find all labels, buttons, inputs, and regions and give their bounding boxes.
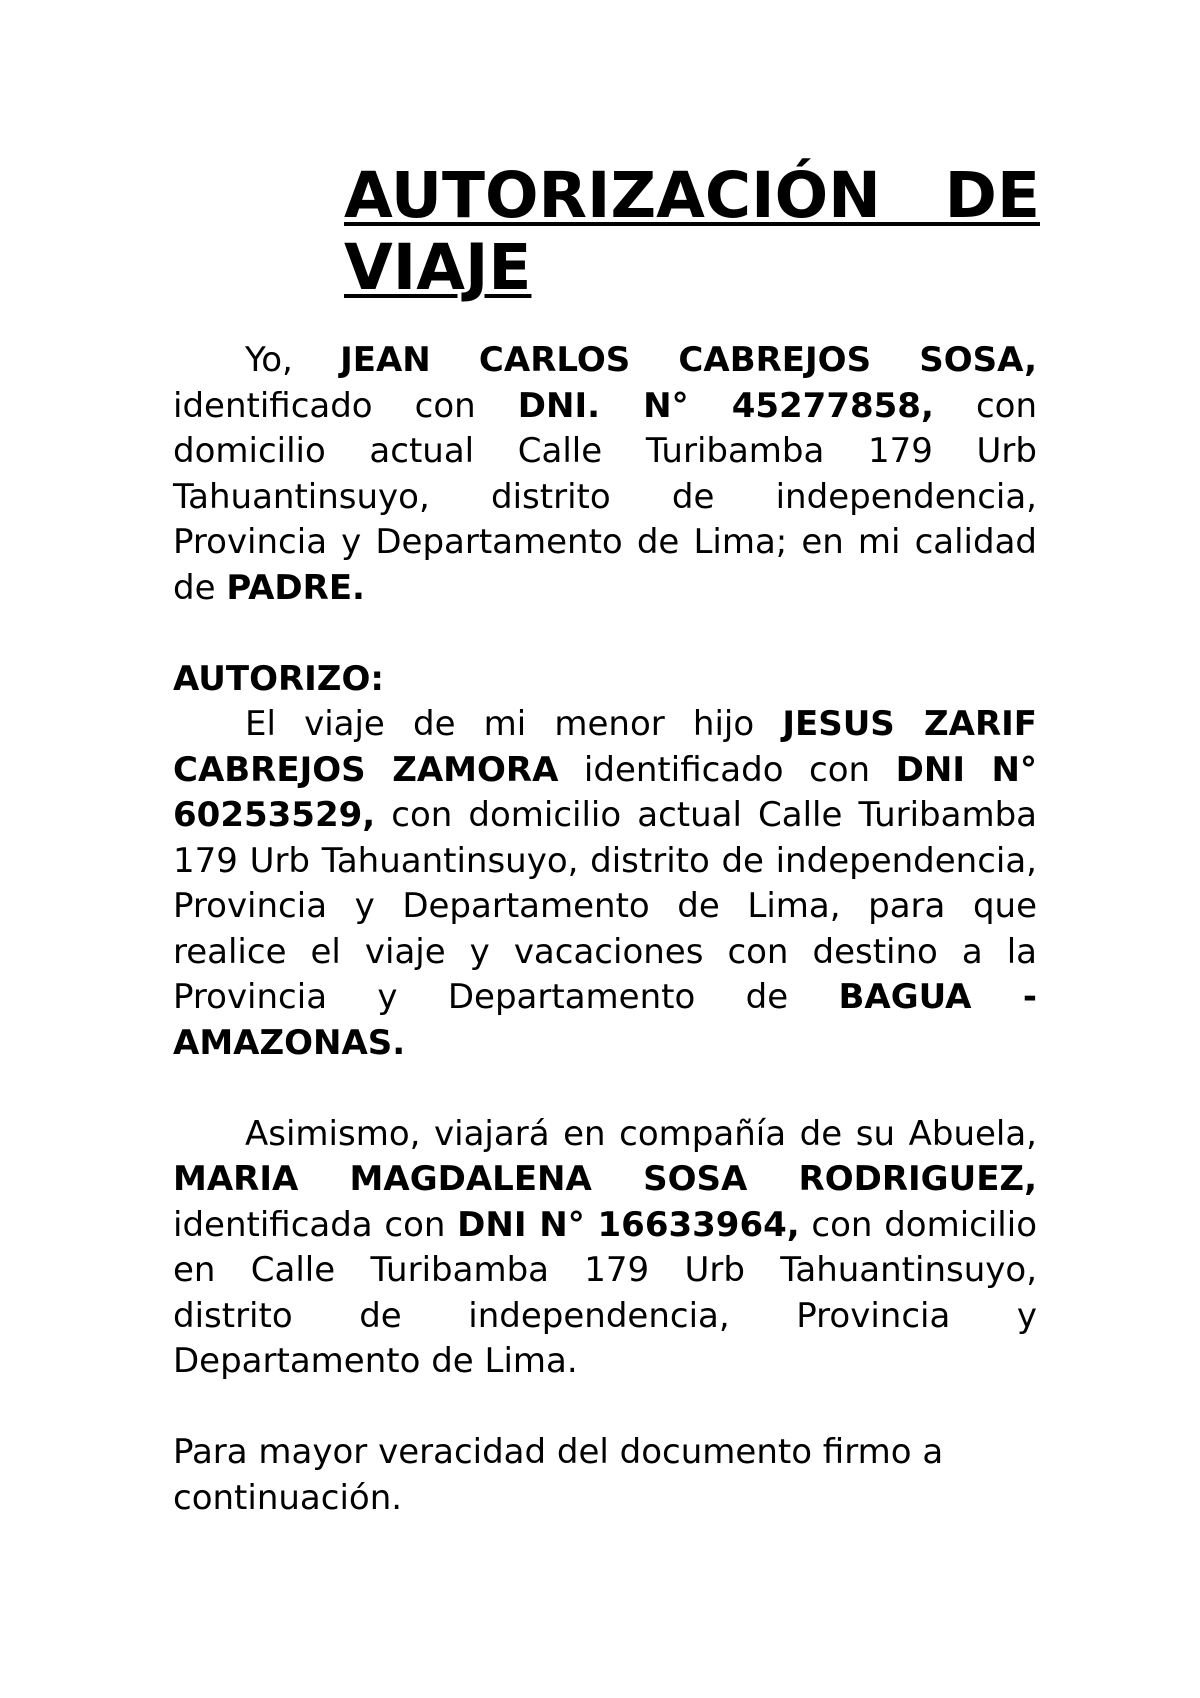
p2-text-1: El viaje de mi menor hijo [245, 704, 783, 744]
paragraph-child-travel [173, 702, 1037, 1066]
child-dni: DNI N° 60253529, [173, 749, 1037, 835]
autorizo-label: AUTORIZO: [173, 658, 384, 699]
destination: BAGUA - AMAZONAS. [173, 977, 1037, 1063]
paragraph-companion [173, 1112, 1037, 1385]
p3-text-1: Asimismo, viajará en compañía de su Abuela, [245, 1113, 1037, 1154]
grandmother-name: MARIA MAGDALENA SOSA RODRIGUEZ, [173, 1159, 1037, 1199]
spacer [173, 1066, 1037, 1112]
p3-text-3: con domicilio en Calle Turibamba 179 Urb Tahuantinsuyo, distrito de independencia, Provincia y Departamento de Lima. [173, 1204, 1038, 1381]
p2-text-2: identificado con [558, 749, 896, 790]
heading-autorizo [173, 657, 1037, 703]
document-body [173, 338, 1037, 1521]
p1-text-2: identificado con [173, 385, 518, 426]
paragraph-closing: Para mayor veracidad del documento firmo a continuación. [173, 1432, 944, 1518]
p2-text-3: con domicilio actual Calle Turibamba 179 Urb Tahuantinsuyo, distrito de independencia, Provincia y Departamento de Lima, para que realice el viaje y vacaciones con destino a la Provincia y Departamento de [173, 795, 1037, 1017]
paragraph-father-identification [173, 338, 1037, 611]
grandmother-dni: DNI N° 16633964, [457, 1204, 800, 1245]
spacer [173, 611, 1037, 657]
child-name: JESUS ZARIF CABREJOS ZAMORA [173, 704, 1037, 790]
p1-text-1: Yo, [245, 340, 341, 380]
father-dni: DNI. N° 45277858, [517, 385, 934, 426]
spacer [173, 1385, 1037, 1431]
p3-text-2: identificada con [173, 1204, 458, 1245]
father-role: PADRE. [226, 567, 365, 608]
p1-text-3: con domicilio actual Calle Turibamba 179 Urb Tahuantinsuyo, distrito de independencia, Provincia y Departamento de Lima; en mi calidad de [173, 385, 1037, 608]
document-title: AUTORIZACIÓN DE VIAJE [344, 159, 1040, 304]
father-name: JEAN CARLOS CABREJOS SOSA, [340, 340, 1038, 380]
